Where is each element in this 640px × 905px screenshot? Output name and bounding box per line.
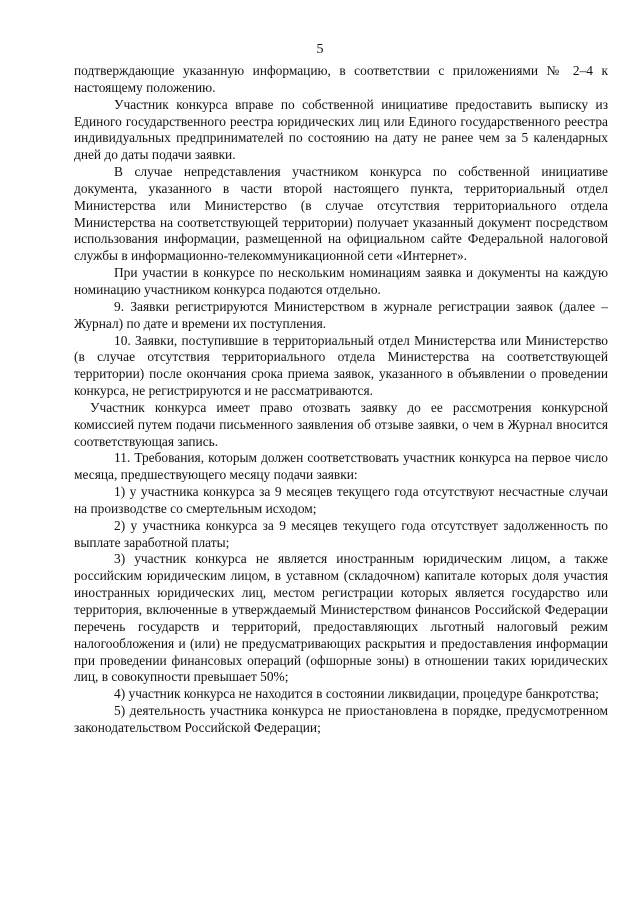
paragraph-continuation: подтверждающие указанную информацию, в соответствии с приложениями № 2–4 к настоящему положению. [74, 63, 608, 95]
paragraph-egrul-extract: Участник конкурса вправе по собственной инициативе предоставить выписку из Единого государственного реестра юридических лиц или Единого государственного реестра индивидуальных предпринимателей по состоянию на дату не ранее чем за 5 календарных дней до даты подачи заявки. [74, 96, 608, 163]
paragraph-requirement-1: 1) у участника конкурса за 9 месяцев текущего года отсутствуют несчастные случаи на производстве со смертельным исходом; [74, 484, 608, 516]
paragraph-multiple-nominations: При участии в конкурсе по нескольким номинациям заявка и документы на каждую номинацию участником конкурса подаются отдельно. [74, 265, 608, 297]
paragraph-non-submission: В случае непредставления участником конкурса по собственной инициативе документа, указанного в части второй настоящего пункта, территориальный отдел Министерства или Министерство (в случае отсутствия территориального отдела Министерства на соответствующей территории) получает указанный документ посредством использования информации, размещенной на официальном сайте Федеральной налоговой службы в информационно-телекоммуникационной сети «Интернет». [74, 164, 608, 264]
page-number: 5 [316, 42, 324, 57]
paragraph-withdrawal: Участник конкурса имеет право отозвать заявку до ее рассмотрения конкурсной комиссией путем подачи письменного заявления об отзыве заявки, о чем в Журнал вносится соответствующая запись. [74, 399, 608, 449]
paragraph-item-11: 11. Требования, которым должен соответствовать участник конкурса на первое число месяца, предшествующего месяцу подачи заявки: [74, 450, 608, 483]
paragraph-item-10: 10. Заявки, поступившие в территориальный отдел Министерства или Министерство (в случае отсутствия территориального отдела Министерства на соответствующей территории) после окончания срока приема заявок, указанного в объявлении о проведении конкурса, не регистрируются и не рассматриваются. [74, 332, 608, 399]
paragraph-requirement-3: 3) участник конкурса не является иностранным юридическим лицом, а также российским юридическим лицом, в уставном (складочном) капитале которых доля участия иностранных юридических лиц, местом регистрации которых является государство или территория, включенные в утверждаемый Министерством финансов Российской Федерации перечень государств и территорий, предоставляющих льготный налоговый режим налогообложения и (или) не предусматривающих раскрытия и предоставления информации при проведении финансовых операций (офшорные зоны) в отношении таких юридических лиц, в совокупности превышает 50%; [74, 551, 608, 685]
document-body [74, 63, 608, 737]
paragraph-requirement-2: 2) у участника конкурса за 9 месяцев текущего года отсутствует задолженность по выплате заработной платы; [74, 517, 608, 550]
paragraph-item-9: 9. Заявки регистрируются Министерством в журнале регистрации заявок (далее – Журнал) по дате и времени их поступления. [74, 298, 608, 331]
paragraph-requirement-5: 5) деятельность участника конкурса не приостановлена в порядке, предусмотренном законодательством Российской Федерации; [74, 703, 608, 735]
paragraph-requirement-4: 4) участник конкурса не находится в состоянии ликвидации, процедуре банкротства; [114, 686, 599, 702]
